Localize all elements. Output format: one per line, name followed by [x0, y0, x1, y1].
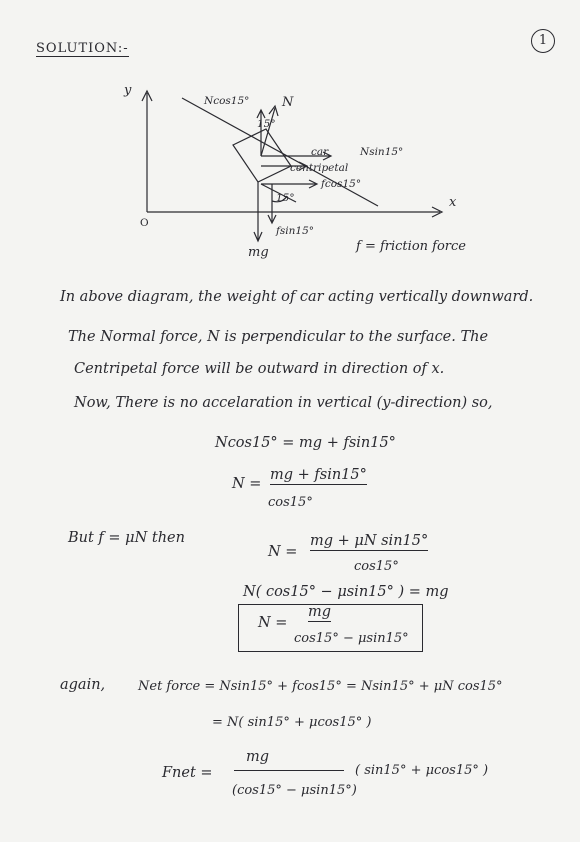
explanation-line-2: The Normal force, N is perpendicular to the surface. The: [68, 329, 489, 345]
fnet-denominator: (cos15° − μsin15°): [232, 783, 357, 798]
weight-label: mg: [248, 245, 269, 260]
x-axis-label: x: [449, 195, 457, 210]
friction-note: f = friction force: [356, 239, 466, 254]
eq2-numerator: mg + fsin15°: [270, 467, 367, 483]
force-diagram: [0, 0, 580, 300]
fnet-fraction-bar: [234, 770, 344, 771]
fcos15-label: fcos15°: [321, 178, 362, 190]
fnet-rhs: ( sin15° + μcos15° ): [355, 763, 489, 778]
car-label: car: [311, 146, 329, 158]
eq2-denominator: cos15°: [268, 495, 313, 510]
boxed-denominator: cos15° − μsin15°: [294, 631, 409, 646]
angle-f-label: 15°: [276, 192, 295, 204]
net-force-equation: Net force = Nsin15° + fcos15° = Nsin15° + μN cos15°: [138, 679, 503, 694]
boxed-numerator: mg: [308, 604, 332, 620]
origin-label: O: [140, 217, 149, 229]
explanation-line-3: Centripetal force will be outward in direction of x.: [74, 361, 445, 377]
y-axis-label: y: [124, 83, 132, 98]
ncos15-label: Ncos15°: [204, 95, 250, 107]
friction-relation: But f = μN then: [68, 530, 185, 546]
angle-n-label: 15°: [257, 118, 276, 130]
explanation-line-1: In above diagram, the weight of car acting vertically downward.: [60, 289, 534, 305]
page-number-badge: 1: [531, 29, 555, 53]
nsin15-label: Nsin15°: [360, 146, 404, 158]
eq3-denominator: cos15°: [354, 559, 399, 574]
fnet-lhs: Fnet =: [162, 765, 213, 781]
normal-force-label: N: [282, 95, 294, 110]
fnet-numerator: mg: [246, 749, 270, 765]
eq4-rearranged: N( cos15° − μsin15° ) = mg: [243, 584, 449, 600]
centripetal-label: centripetal: [290, 162, 349, 174]
equation-vertical-balance: Ncos15° = mg + fsin15°: [215, 435, 396, 451]
explanation-line-4: Now, There is no accelaration in vertical (y-direction) so,: [74, 395, 493, 411]
eq3-lhs: N =: [268, 544, 298, 560]
solution-heading: SOLUTION:-: [36, 41, 129, 56]
eq3-numerator: mg + μN sin15°: [310, 533, 429, 549]
boxed-lhs: N =: [258, 615, 288, 631]
eq2-lhs: N =: [232, 476, 262, 492]
net-force-line-2: = N( sin15° + μcos15° ): [212, 715, 372, 730]
again-label: again,: [60, 677, 106, 693]
fsin15-label: fsin15°: [276, 225, 315, 237]
